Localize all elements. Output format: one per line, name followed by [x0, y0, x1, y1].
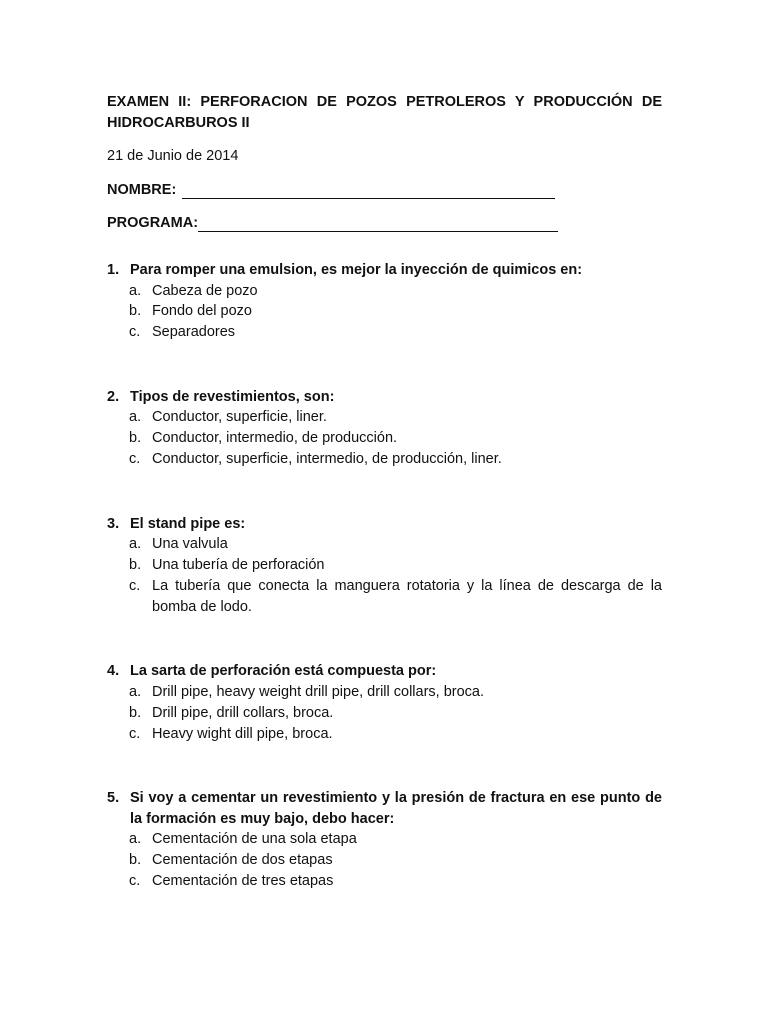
option-letter: c.: [129, 577, 141, 594]
option-letter: c.: [129, 725, 141, 742]
option-text: Heavy wight dill pipe, broca.: [152, 725, 333, 742]
option-letter: b.: [129, 852, 142, 869]
option-letter: a.: [129, 831, 142, 848]
option-letter: a.: [129, 536, 142, 553]
option-item: [107, 829, 662, 850]
option-letter: c.: [129, 450, 141, 467]
option-item: [107, 534, 662, 555]
option-letter: a.: [129, 683, 142, 700]
question-5: [107, 788, 662, 891]
exam-page: [107, 92, 662, 936]
option-item: [107, 407, 662, 428]
exam-title: EXAMEN II: PERFORACION DE POZOS PETROLEROS Y PRODUCCIÓN DE HIDROCARBUROS II: [107, 94, 662, 131]
exam-date: 21 de Junio de 2014: [107, 148, 239, 164]
option-item: [107, 449, 662, 470]
option-letter: b.: [129, 303, 142, 320]
option-letter: b.: [129, 430, 142, 447]
nombre-blank-line[interactable]: [182, 182, 555, 199]
question-number: 4.: [107, 663, 120, 680]
question-text: Tipos de revestimientos, son:: [130, 388, 335, 405]
question-4: [107, 661, 662, 744]
question-text: La sarta de perforación está compuesta por:: [130, 663, 437, 680]
question-2: [107, 387, 662, 470]
question-1: [107, 260, 662, 343]
question-number: 5.: [107, 790, 120, 807]
programa-blank-line[interactable]: [198, 215, 558, 232]
option-item: [107, 428, 662, 449]
option-text: Conductor, intermedio, de producción.: [152, 430, 398, 447]
question-number: 1.: [107, 262, 120, 278]
programa-field: [107, 213, 662, 234]
nombre-label: NOMBRE:: [107, 182, 177, 198]
option-letter: c.: [129, 324, 141, 341]
option-item: [107, 850, 662, 871]
option-text: Conductor, superficie, liner.: [152, 409, 327, 426]
option-item: [107, 871, 662, 892]
option-letter: a.: [129, 409, 142, 426]
question-number: 2.: [107, 388, 120, 405]
option-text: Cementación de tres etapas: [152, 872, 334, 889]
option-item: [107, 322, 662, 343]
option-item: [107, 555, 662, 576]
option-item: [107, 301, 662, 322]
option-letter: a.: [129, 282, 142, 299]
option-text: Una valvula: [152, 536, 228, 553]
option-text: Separadores: [152, 324, 236, 341]
option-text: Cementación de una sola etapa: [152, 831, 357, 848]
option-text: Fondo del pozo: [152, 303, 252, 320]
option-text: Drill pipe, drill collars, broca.: [152, 704, 334, 721]
question-number: 3.: [107, 515, 120, 532]
option-item: [107, 703, 662, 724]
option-item: [107, 682, 662, 703]
option-item: [107, 576, 662, 618]
option-item: [107, 724, 662, 745]
question-list: [107, 260, 662, 892]
option-text: Drill pipe, heavy weight drill pipe, drill collars, broca.: [152, 683, 485, 700]
option-text: Cabeza de pozo: [152, 282, 258, 299]
option-item: [107, 281, 662, 302]
nombre-field: [107, 180, 662, 201]
question-text: Para romper una emulsion, es mejor la inyección de quimicos en:: [130, 262, 583, 278]
question-text: Si voy a cementar un revestimiento y la presión de fractura en ese punto de la formación es muy bajo, debo hacer:: [130, 790, 662, 827]
option-text: La tubería que conecta la manguera rotatoria y la línea de descarga de la bomba de lodo.: [152, 577, 662, 615]
option-letter: c.: [129, 872, 141, 889]
option-text: Una tubería de perforación: [152, 557, 325, 574]
option-text: Conductor, superficie, intermedio, de producción, liner.: [152, 450, 502, 467]
question-3: [107, 514, 662, 618]
option-text: Cementación de dos etapas: [152, 852, 333, 869]
option-letter: b.: [129, 704, 142, 721]
programa-label: PROGRAMA:: [107, 215, 199, 231]
question-text: El stand pipe es:: [130, 515, 246, 532]
option-letter: b.: [129, 557, 142, 574]
